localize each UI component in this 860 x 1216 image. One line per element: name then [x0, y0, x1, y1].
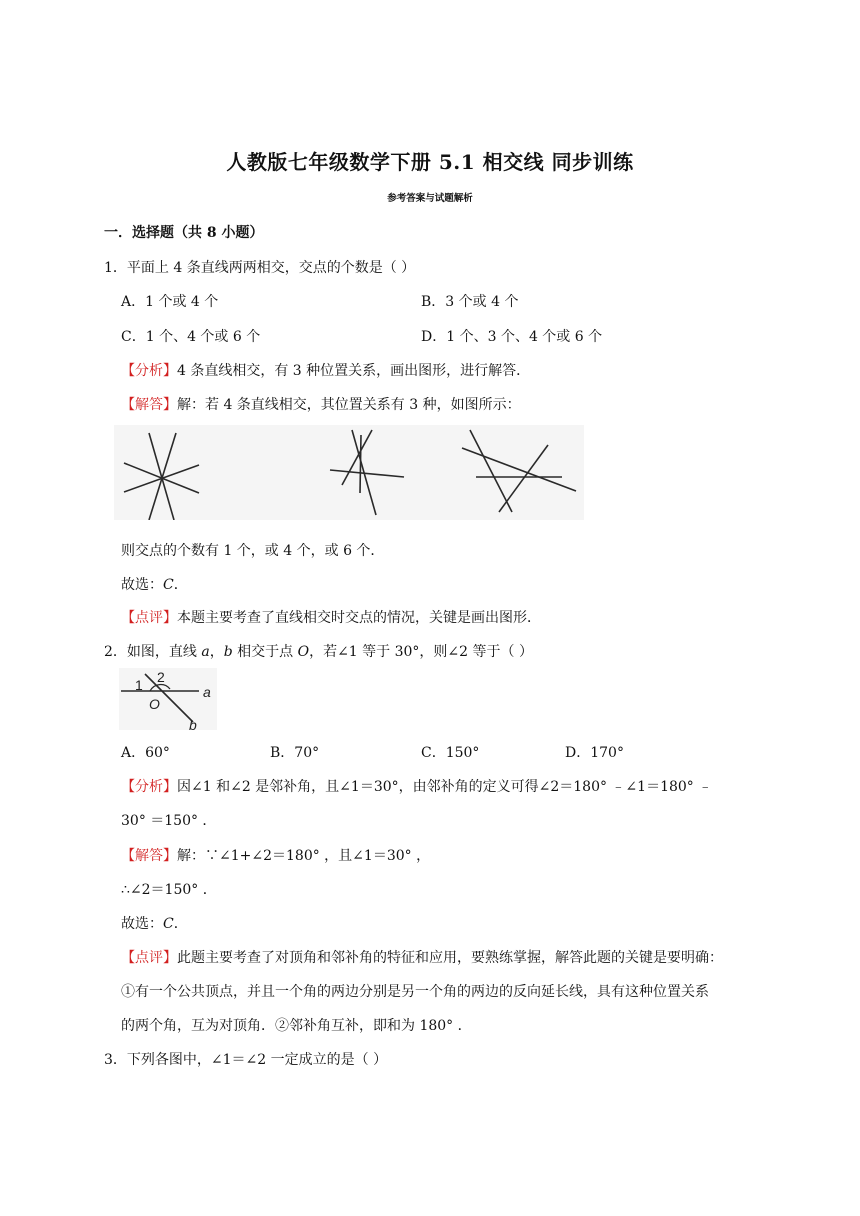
- q2-solution-cont: ∴∠2＝150° ．: [121, 882, 217, 898]
- q2-figure: [119, 668, 229, 732]
- q2-stem-part: ，若∠1 等于 30°，则∠2 等于（ ）: [309, 644, 533, 660]
- q2-var-a: a: [201, 644, 210, 660]
- q2-analysis-cont: 30° ＝150° ．: [121, 813, 217, 829]
- q2-solution: [121, 845, 430, 865]
- line-label-b: b: [189, 717, 197, 732]
- q2-comment-cont: 的两个角，互为对顶角．②邻补角互补，即和为 180° ．: [121, 1018, 472, 1034]
- page-title: 人教版七年级数学下册 5.1 相交线 同步训练: [226, 150, 634, 174]
- q2-stem: [104, 641, 533, 661]
- q2-option-c: C．150°: [421, 745, 480, 761]
- q2-var-b: b: [223, 644, 233, 660]
- q3-stem: 3．下列各图中，∠1＝∠2 一定成立的是（ ）: [104, 1052, 388, 1068]
- q1-answer-choice: C: [163, 577, 174, 593]
- q2-stem-part: 2．如图，直线: [104, 644, 202, 660]
- q2-stem-part: 相交于点: [232, 644, 298, 660]
- q1-stem: 1．平面上 4 条直线两两相交，交点的个数是（ ）: [104, 260, 416, 276]
- q1-option-b: B．3 个或 4 个: [421, 294, 519, 310]
- q2-answer-dot: ．: [173, 916, 188, 932]
- q2-answer: [121, 913, 188, 933]
- point-label-o: O: [149, 696, 160, 712]
- q1-option-d: D．1 个、3 个、4 个或 6 个: [421, 329, 603, 345]
- page-subtitle: 参考答案与试题解析: [387, 193, 473, 204]
- q1-analysis: [121, 360, 530, 380]
- q2-comment-text: 此题主要考查了对顶角和邻补角的特征和应用，要熟练掌握，解答此题的关键是要明确：: [177, 950, 723, 966]
- solution-tag: 【解答】: [121, 848, 177, 864]
- angle-label-2: 2: [157, 669, 165, 685]
- q2-comment-cont: ①有一个公共顶点，并且一个角的两边分别是另一个角的两边的反向延长线，具有这种位置关系: [121, 984, 709, 1000]
- solution-tag: 【解答】: [121, 397, 177, 413]
- section-heading: 一．选择题（共 8 小题）: [104, 225, 264, 241]
- q1-solution-text: 解：若 4 条直线相交，其位置关系有 3 种，如图所示：: [177, 397, 521, 413]
- q2-answer-label: 故选：: [121, 916, 163, 932]
- comment-tag: 【点评】: [121, 610, 177, 626]
- q1-comment-text: 本题主要考查了直线相交时交点的情况，关键是画出图形．: [177, 610, 541, 626]
- q1-figures: [114, 425, 584, 520]
- q2-option-b: B．70°: [270, 745, 320, 761]
- q2-answer-choice: C: [163, 916, 174, 932]
- q1-answer-dot: ．: [173, 577, 188, 593]
- q2-var-o: O: [297, 644, 310, 660]
- analysis-tag: 【分析】: [121, 779, 177, 795]
- q2-solution-text: 解：∵∠1+∠2＝180° ，且∠1＝30° ，: [177, 848, 431, 864]
- q2-option-d: D．170°: [565, 745, 624, 761]
- angle-label-1: 1: [135, 677, 143, 693]
- q1-option-c: C．1 个、4 个或 6 个: [121, 329, 261, 345]
- q1-option-a: A．1 个或 4 个: [121, 294, 219, 310]
- comment-tag: 【点评】: [121, 950, 177, 966]
- q2-comment: [121, 947, 723, 967]
- q1-result: 则交点的个数有 1 个，或 4 个，或 6 个．: [121, 543, 385, 559]
- q2-analysis-text: 因∠1 和∠2 是邻补角，且∠1＝30°，由邻补角的定义可得∠2＝180° ﹣∠1＝180° ﹣: [177, 779, 713, 795]
- q2-stem-part: ，: [209, 644, 224, 660]
- q1-answer: [121, 574, 188, 594]
- q1-solution: [121, 394, 521, 414]
- q1-comment: [121, 607, 541, 627]
- q1-analysis-text: 4 条直线相交，有 3 种位置关系，画出图形，进行解答．: [177, 363, 531, 379]
- q2-analysis: [121, 776, 712, 796]
- q1-answer-label: 故选：: [121, 577, 163, 593]
- line-label-a: a: [203, 684, 211, 700]
- analysis-tag: 【分析】: [121, 363, 177, 379]
- q2-option-a: A．60°: [121, 745, 170, 761]
